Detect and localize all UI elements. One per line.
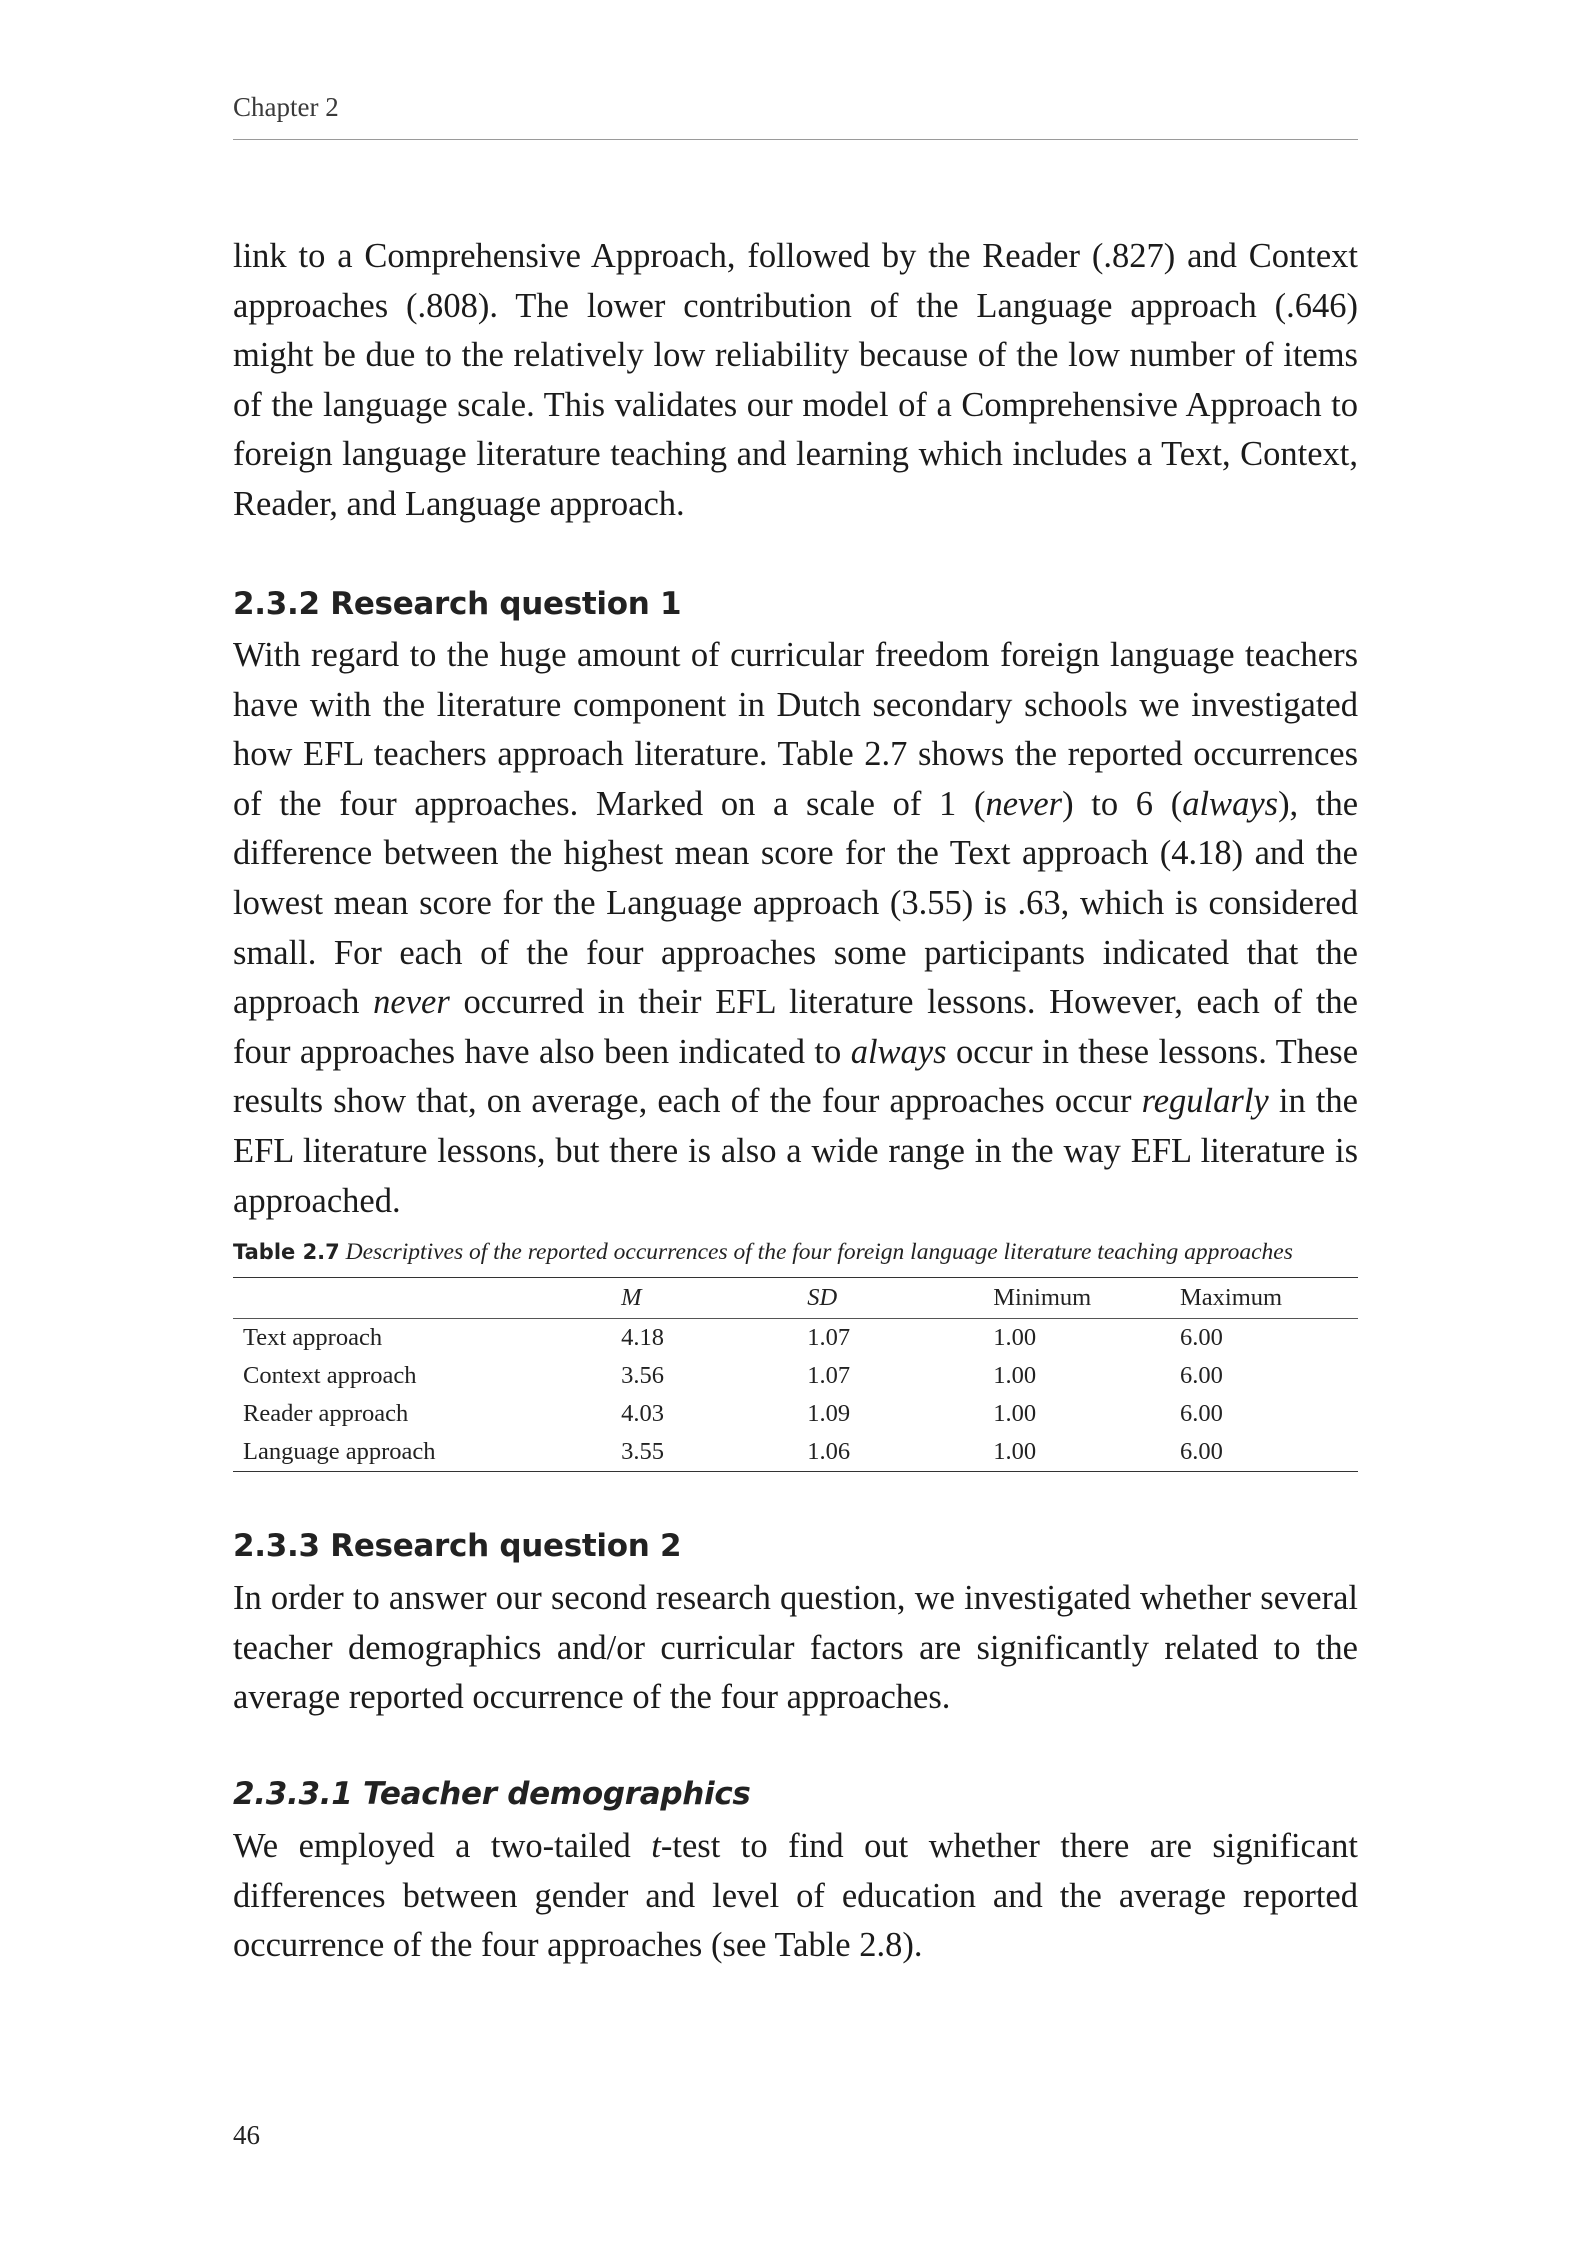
table-cell-label: Reader approach xyxy=(243,1400,409,1427)
emphasis-never: never xyxy=(985,784,1063,823)
table-header-cell xyxy=(233,1278,621,1319)
table-cell-sd: 1.06 xyxy=(807,1438,851,1465)
table-cell-max: 6.00 xyxy=(1180,1400,1223,1427)
table-caption-label: Table 2.7 xyxy=(233,1240,340,1264)
table-row xyxy=(233,1395,1358,1433)
text-run: in the EFL literature lessons, but there is also a wide range in the way EFL literature is approached. xyxy=(233,1082,1358,1220)
table-header-cell: SD xyxy=(807,1284,838,1311)
text-run: With regard to the huge amount of curricular freedom foreign language teachers have with the literature component in Dutch secondary schools we investigated how EFL teachers approach literature. Table 2.7 shows the reported occurrences of the four approaches. Marked on a scale of 1 ( xyxy=(233,636,1358,823)
table-cell-mean: 4.03 xyxy=(621,1400,665,1427)
table-row xyxy=(233,1319,1358,1358)
table-cell-sd: 1.07 xyxy=(807,1362,851,1389)
emphasis-always: always xyxy=(1182,784,1279,823)
table-cell-max: 6.00 xyxy=(1180,1324,1223,1351)
emphasis-never: never xyxy=(373,983,450,1022)
paragraph-research-question-2: In order to answer our second research question, we investigated whether several teacher demographics and/or curricular factors are significantly related to the average reported occurrence of the four approaches. xyxy=(233,1579,1358,1717)
text-run: We employed a two-tailed xyxy=(233,1827,652,1865)
table-caption xyxy=(233,1236,1358,1268)
table-caption-text: Descriptives of the reported occurrences of the four foreign language literature teaching approaches xyxy=(345,1239,1293,1265)
table-cell-label: Context approach xyxy=(243,1362,417,1389)
text-run: ), the difference between the highest mean score for the Text approach (4.18) and the lowest mean score for the Language approach (3.55) is .63, which is considered small. For each of the four approaches some participants indicated that the approach xyxy=(233,784,1359,1022)
table-cell-label: Language approach xyxy=(243,1438,436,1465)
table-header-cell: M xyxy=(621,1284,642,1311)
table-cell-mean: 4.18 xyxy=(621,1324,665,1351)
table-header-row xyxy=(233,1278,1358,1319)
emphasis-regularly: regularly xyxy=(1141,1082,1269,1121)
table-cell-max: 6.00 xyxy=(1180,1362,1223,1389)
table-row xyxy=(233,1433,1358,1472)
heading-research-question-2: 2.3.3 Research question 2 xyxy=(233,1528,682,1564)
running-head: Chapter 2 xyxy=(233,92,339,122)
emphasis-always: always xyxy=(850,1032,947,1071)
page-header xyxy=(233,88,1358,140)
table-cell-min: 1.00 xyxy=(993,1362,1037,1389)
table-header-cell: Minimum xyxy=(993,1284,1092,1311)
descriptives-table xyxy=(233,1277,1358,1472)
heading-research-question-1: 2.3.2 Research question 1 xyxy=(233,586,682,622)
table-header-cell: Maximum xyxy=(1180,1284,1283,1311)
table-cell-min: 1.00 xyxy=(993,1324,1037,1351)
paragraph-research-question-1 xyxy=(233,631,1358,1226)
table-cell-sd: 1.09 xyxy=(807,1400,851,1427)
page-number: 46 xyxy=(233,2120,260,2150)
table-row xyxy=(233,1357,1358,1395)
table-cell-min: 1.00 xyxy=(993,1438,1037,1465)
paragraph-teacher-demographics xyxy=(233,1822,1358,1971)
text-run: -test to find out whether there are significant differences between gender and level of education and the average reported occurrence of the four approaches (see Table 2.8). xyxy=(233,1827,1359,1965)
text-run: occur in these lessons. These results show that, on average, each of the four approaches occur xyxy=(233,1032,1359,1121)
text-run: occurred in their EFL literature lessons. However, each of the four approaches have also been indicated to xyxy=(233,983,1358,1071)
table-cell-mean: 3.56 xyxy=(621,1362,665,1389)
table-cell-mean: 3.55 xyxy=(621,1438,665,1465)
text-run: ) to 6 ( xyxy=(1062,784,1183,823)
heading-teacher-demographics: 2.3.3.1 Teacher demographics xyxy=(233,1776,751,1812)
emphasis-t: t xyxy=(651,1827,661,1865)
table-cell-sd: 1.07 xyxy=(807,1324,851,1351)
table-cell-max: 6.00 xyxy=(1180,1438,1223,1465)
paragraph-validation: link to a Comprehensive Approach, followed by the Reader (.827) and Context approaches (.808). The lower contribution of the Language approach (.646) might be due to the relatively low reliability because of the low number of items of the language scale. This validates our model of a Comprehensive Approach to foreign language literature teaching and learning which includes a Text, Context, Reader, and Language approach. xyxy=(233,237,1358,523)
table-cell-label: Text approach xyxy=(243,1324,383,1351)
table-cell-min: 1.00 xyxy=(993,1400,1037,1427)
